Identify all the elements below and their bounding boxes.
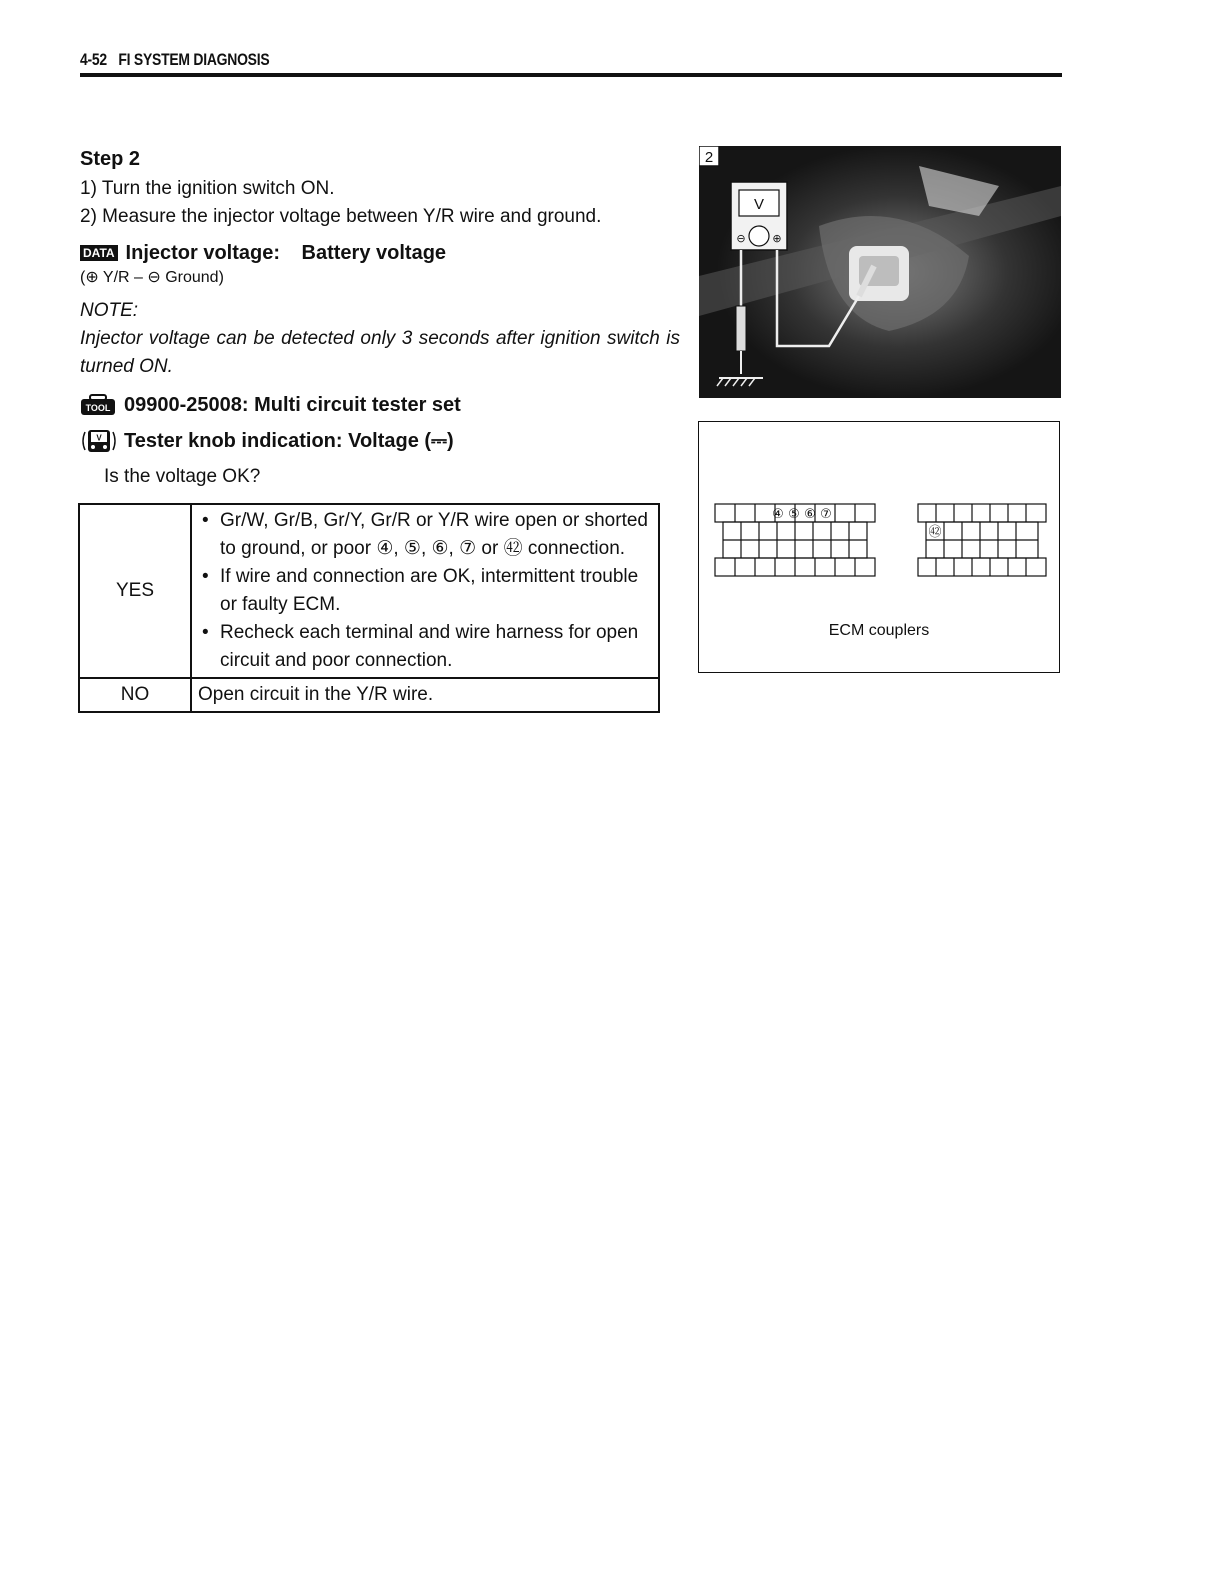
knob-row: [80, 427, 680, 455]
pin-5: ⑤: [788, 507, 800, 522]
page-number: 4-52: [80, 50, 107, 69]
header-text: [80, 50, 885, 70]
knob-text: Tester knob indication: Voltage (⎓): [124, 430, 454, 452]
spec-value: Battery voltage: [301, 242, 447, 264]
yes-item-3: • Recheck each terminal and wire harness for open circuit and poor connection.: [198, 619, 652, 675]
tester-knob-icon: [80, 428, 118, 454]
meter-label: V: [753, 196, 765, 213]
table-row-yes: [79, 504, 659, 678]
result-table: [78, 503, 660, 713]
spec-label: Injector voltage:: [125, 242, 281, 264]
svg-text:TOOL: TOOL: [85, 403, 111, 413]
note-text: Injector voltage can be detected only 3 seconds after ignition switch is turned ON.: [80, 328, 680, 377]
note-heading: NOTE:: [80, 300, 139, 321]
no-label: NO: [79, 678, 191, 712]
section-title: FI SYSTEM DIAGNOSIS: [118, 50, 270, 69]
ecm-coupler-panel: [698, 421, 1060, 673]
tool-row: [80, 391, 680, 419]
yes-item-2: • If wire and connection are OK, intermittent trouble or faulty ECM.: [198, 563, 652, 619]
tool-text: 09900-25008: Multi circuit tester set: [124, 394, 461, 416]
yes-cell: [191, 504, 659, 678]
procedure-column: [80, 148, 680, 491]
step-line-1: 1) Turn the ignition switch ON.: [80, 178, 335, 199]
pin-42: ㊷: [928, 525, 942, 540]
yes-item-1: • Gr/W, Gr/B, Gr/Y, Gr/R or Y/R wire open or shorted to ground, or poor ④, ⑤, ⑥, ⑦ or ㊷ connection.: [198, 507, 652, 563]
pin-4: ④: [772, 507, 784, 522]
step-title: Step 2: [80, 148, 141, 170]
pin-7: ⑦: [820, 507, 832, 522]
step-line-2: 2) Measure the injector voltage between Y/R wire and ground.: [80, 206, 602, 227]
coupler-caption: ECM couplers: [828, 622, 930, 639]
figure-number: 2: [704, 149, 714, 166]
table-row-no: [79, 678, 659, 712]
meter-minus: ⊖: [736, 232, 746, 245]
page-header: [80, 50, 1062, 70]
tool-icon: [80, 394, 116, 416]
ecm-coupler-diagram: [699, 422, 1061, 602]
no-text: Open circuit in the Y/R wire.: [191, 678, 659, 712]
yes-label: YES: [79, 504, 191, 678]
header-rule: [80, 73, 1062, 77]
measurement-photo: [699, 146, 1061, 398]
data-badge-icon: DATA: [80, 245, 118, 261]
meter-plus: ⊕: [772, 232, 782, 245]
question: Is the voltage OK?: [104, 466, 261, 487]
svg-text:V: V: [96, 433, 102, 443]
spec-value-polarity: (⊕ Y/R – ⊖ Ground): [80, 269, 224, 286]
pin-6: ⑥: [804, 507, 816, 522]
spec-row: [80, 239, 680, 267]
